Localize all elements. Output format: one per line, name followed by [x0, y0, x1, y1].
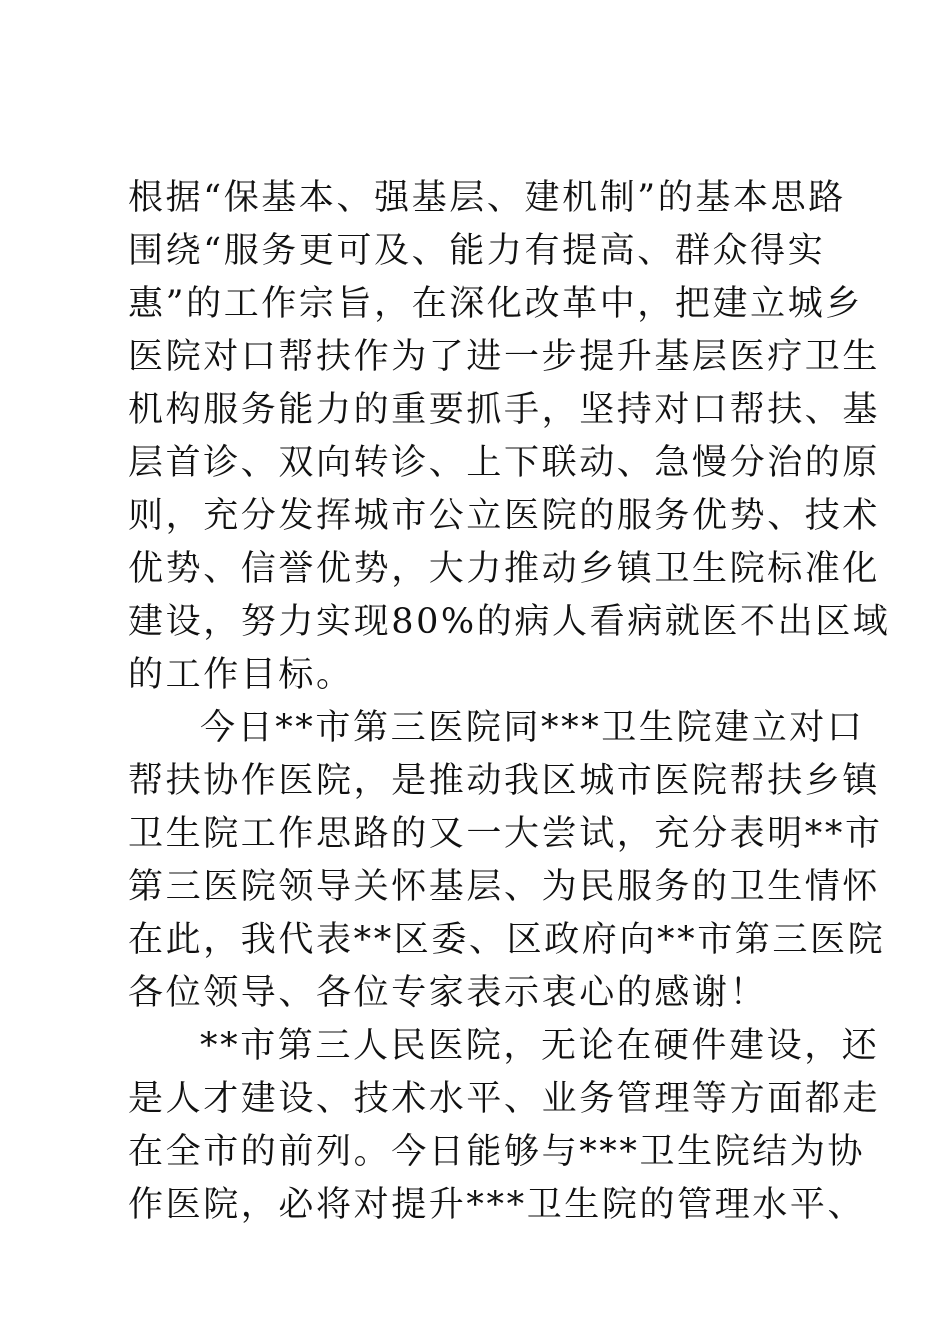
text-line: 医院对口帮扶作为了进一步提升基层医疗卫生: [128, 337, 881, 377]
paragraph-3: [128, 1020, 881, 1232]
text-line: 惠”的工作宗旨，在深化改革中，把建立城乡: [128, 284, 863, 324]
text-line: 的工作目标。: [128, 655, 354, 695]
text-line: 机构服务能力的重要抓手，坚持对口帮扶、基: [128, 390, 881, 430]
text-line: 今日**市第三医院同***卫生院建立对口: [200, 708, 865, 748]
text-line: 优势、信誉优势，大力推动乡镇卫生院标准化: [128, 549, 881, 589]
text-line: 则，充分发挥城市公立医院的服务优势、技术: [128, 496, 881, 536]
text-line: 根据“保基本、强基层、建机制”的基本思路: [128, 178, 846, 218]
text-line: 第三医院领导关怀基层、为民服务的卫生情怀: [128, 867, 881, 907]
text-line: 作医院，必将对提升***卫生院的管理水平、: [128, 1185, 866, 1225]
text-line: 围绕“服务更可及、能力有提高、群众得实: [128, 231, 826, 271]
text-line: **市第三人民医院，无论在硬件建设，还: [200, 1026, 880, 1066]
text-line: 建设，努力实现80%的病人看病就医不出区域: [128, 602, 891, 642]
paragraph-1: [128, 172, 891, 702]
text-line: 卫生院工作思路的又一大尝试，充分表明**市: [128, 814, 883, 854]
text-line: 层首诊、双向转诊、上下联动、急慢分治的原: [128, 443, 881, 483]
text-line: 在此，我代表**区委、区政府向**市第三医院: [128, 920, 886, 960]
text-line: 在全市的前列。今日能够与***卫生院结为协: [128, 1132, 866, 1172]
document-body: [128, 172, 891, 1232]
paragraph-2: [128, 702, 886, 1020]
text-line: 是人才建设、技术水平、业务管理等方面都走: [128, 1079, 881, 1119]
text-line: 帮扶协作医院，是推动我区城市医院帮扶乡镇: [128, 761, 881, 801]
text-line: 各位领导、各位专家表示衷心的感谢！: [128, 973, 768, 1013]
